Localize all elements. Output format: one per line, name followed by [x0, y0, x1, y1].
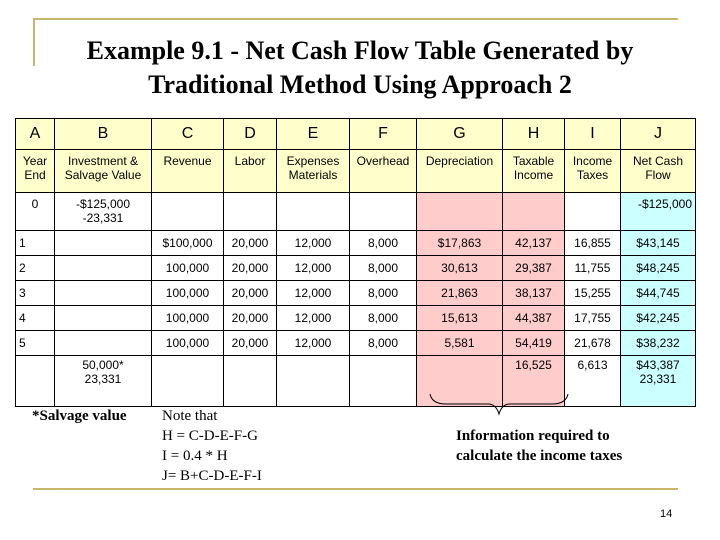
overhead-cell: 8,000	[350, 331, 417, 356]
year-cell: 4	[16, 306, 55, 331]
overhead-cell: 8,000	[350, 306, 417, 331]
subheader-i: Income Taxes	[565, 150, 621, 193]
title-line-2: Traditional Method Using Approach 2	[148, 70, 572, 99]
col-header-j: J	[621, 119, 696, 150]
cash-flow-table	[15, 118, 696, 407]
year-cell: 1	[16, 231, 55, 256]
table-row	[16, 306, 696, 331]
revenue-cell: 100,000	[152, 281, 224, 306]
income-taxes-cell: 16,855	[565, 231, 621, 256]
formula-line: I = 0.4 * H	[162, 448, 228, 464]
subheader-c: Revenue	[152, 150, 224, 193]
taxable-income-cell: 44,387	[503, 306, 565, 331]
title-line-1: Example 9.1 - Net Cash Flow Table Generated by	[86, 36, 634, 65]
left-rule	[33, 18, 35, 66]
depreciation-cell: 5,581	[417, 331, 503, 356]
overhead-cell: 8,000	[350, 256, 417, 281]
revenue-cell: 100,000	[152, 331, 224, 356]
investment-cell: -$125,000 -23,331	[55, 193, 152, 231]
salvage-row	[16, 356, 696, 407]
subheader-e: Expenses Materials	[277, 150, 350, 193]
overhead-cell: 8,000	[350, 281, 417, 306]
taxable-income-cell: 29,387	[503, 256, 565, 281]
materials-cell: 12,000	[277, 256, 350, 281]
column-letter-row	[16, 119, 696, 150]
subheader-d: Labor	[224, 150, 277, 193]
revenue-cell: 100,000	[152, 256, 224, 281]
net-cash-flow-cell: -$125,000	[621, 193, 696, 231]
page-number: 14	[660, 508, 673, 520]
table-row	[16, 331, 696, 356]
labor-cell: 20,000	[224, 331, 277, 356]
year-cell: 5	[16, 331, 55, 356]
formula-note	[162, 406, 262, 486]
col-header-c: C	[152, 119, 224, 150]
table-row	[16, 231, 696, 256]
top-rule	[33, 18, 678, 20]
salvage-footnote: *Salvage value	[32, 408, 127, 424]
subheader-b: Investment & Salvage Value	[55, 150, 152, 193]
table-row	[16, 281, 696, 306]
col-header-e: E	[277, 119, 350, 150]
col-header-g: G	[417, 119, 503, 150]
revenue-cell: $100,000	[152, 231, 224, 256]
depreciation-cell: $17,863	[417, 231, 503, 256]
net-cash-flow-cell: $42,245	[621, 306, 696, 331]
subheader-h: Taxable Income	[503, 150, 565, 193]
formula-line: J= B+C-D-E-F-I	[162, 468, 262, 484]
slide-title	[40, 34, 680, 102]
year-cell: 0	[16, 193, 55, 231]
col-header-h: H	[503, 119, 565, 150]
salvage-value-cell: 50,000* 23,331	[55, 356, 152, 407]
net-cash-flow-cell: $48,245	[621, 256, 696, 281]
taxable-income-cell: 42,137	[503, 231, 565, 256]
subheader-j: Net Cash Flow	[621, 150, 696, 193]
formula-line: H = C-D-E-F-G	[162, 428, 258, 444]
income-taxes-cell: 11,755	[565, 256, 621, 281]
taxable-income-cell: 38,137	[503, 281, 565, 306]
col-header-f: F	[350, 119, 417, 150]
tax-info-note: Information required to calculate the income taxes	[456, 428, 623, 464]
income-taxes-cell: 6,613	[565, 356, 621, 407]
net-cash-flow-cell: $43,387 23,331	[621, 356, 696, 407]
net-cash-flow-cell: $43,145	[621, 231, 696, 256]
materials-cell: 12,000	[277, 306, 350, 331]
curly-brace-icon	[428, 392, 570, 418]
income-taxes-cell: 17,755	[565, 306, 621, 331]
taxable-income-cell: 54,419	[503, 331, 565, 356]
labor-cell: 20,000	[224, 231, 277, 256]
column-description-row	[16, 150, 696, 193]
table-row	[16, 256, 696, 281]
overhead-cell: 8,000	[350, 231, 417, 256]
materials-cell: 12,000	[277, 331, 350, 356]
net-cash-flow-cell: $38,232	[621, 331, 696, 356]
revenue-cell: 100,000	[152, 306, 224, 331]
year-cell: 2	[16, 256, 55, 281]
taxable-income-cell: 16,525	[503, 356, 565, 407]
labor-cell: 20,000	[224, 256, 277, 281]
col-header-d: D	[224, 119, 277, 150]
labor-cell: 20,000	[224, 306, 277, 331]
bottom-rule	[33, 488, 678, 490]
col-header-b: B	[55, 119, 152, 150]
col-header-a: A	[16, 119, 55, 150]
subheader-a: Year End	[16, 150, 55, 193]
depreciation-cell: 21,863	[417, 281, 503, 306]
year-cell: 3	[16, 281, 55, 306]
subheader-g: Depreciation	[417, 150, 503, 193]
net-cash-flow-cell: $44,745	[621, 281, 696, 306]
income-taxes-cell: 21,678	[565, 331, 621, 356]
col-header-i: I	[565, 119, 621, 150]
materials-cell: 12,000	[277, 281, 350, 306]
materials-cell: 12,000	[277, 231, 350, 256]
income-taxes-cell: 15,255	[565, 281, 621, 306]
table-row	[16, 193, 696, 231]
depreciation-cell: 30,613	[417, 256, 503, 281]
depreciation-cell: 15,613	[417, 306, 503, 331]
labor-cell: 20,000	[224, 281, 277, 306]
formula-line: Note that	[162, 408, 218, 424]
subheader-f: Overhead	[350, 150, 417, 193]
